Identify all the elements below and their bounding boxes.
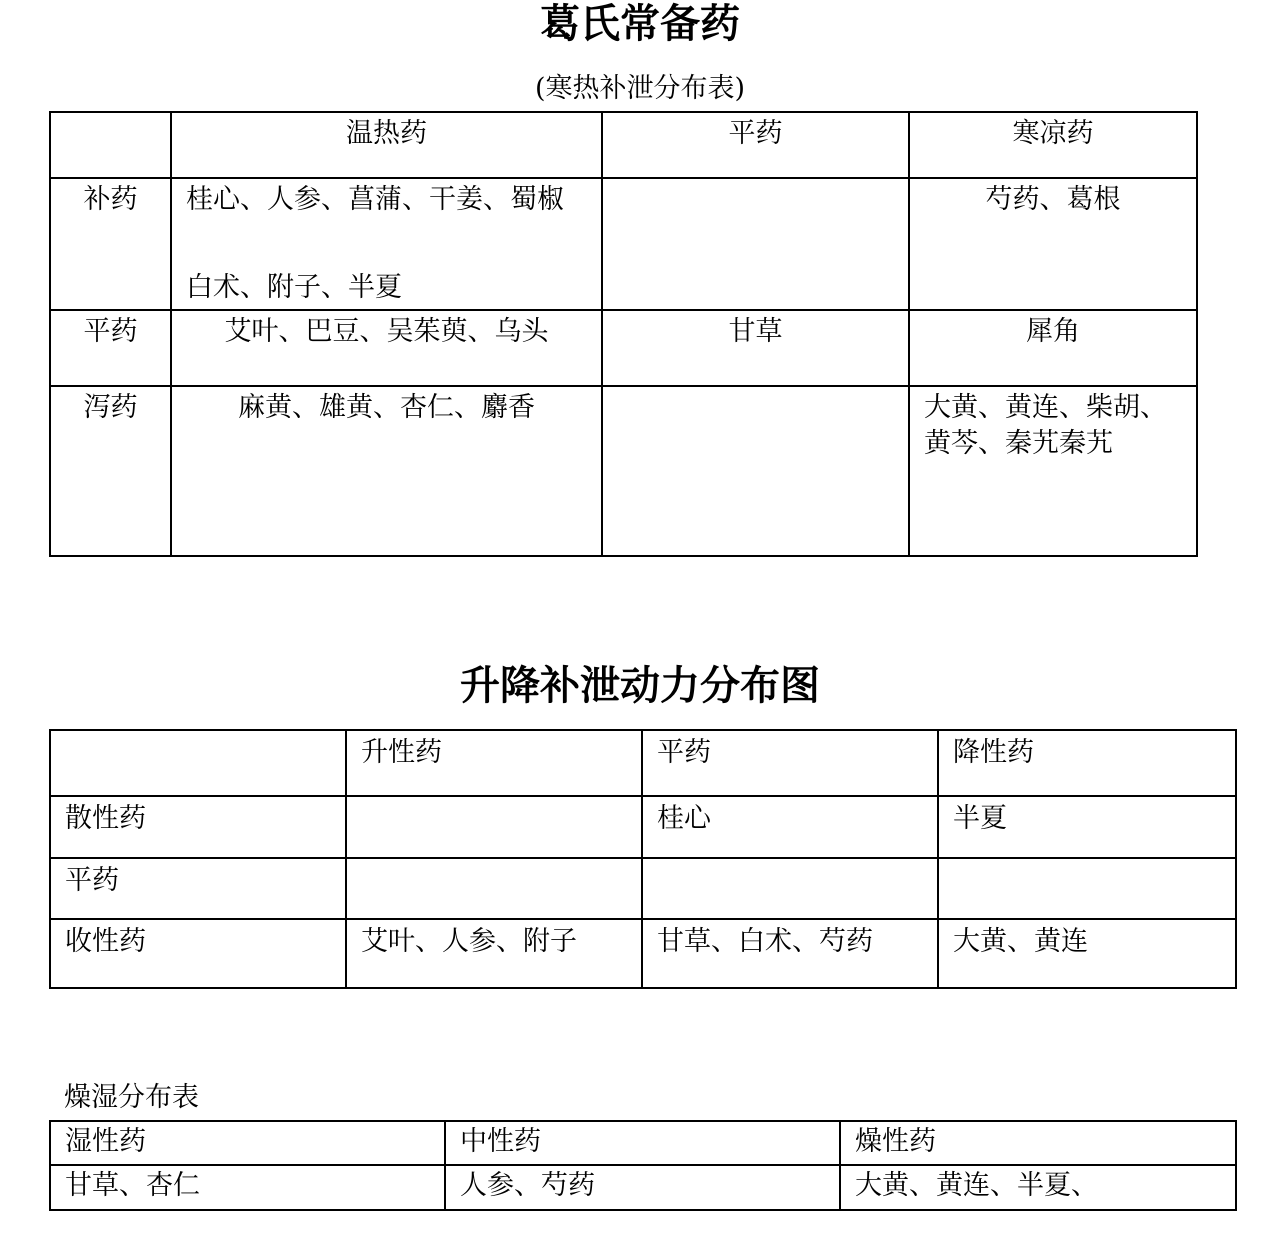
purge-neutral-cell [602, 386, 909, 556]
tonic-warm-line1: 桂心、人参、菖蒲、干姜、蜀椒 [186, 184, 564, 215]
neutral-neutral-cell [642, 858, 938, 919]
table-row [50, 1165, 1236, 1210]
tonic-warm-cell [171, 178, 602, 310]
ascend-descend-table [49, 729, 1237, 989]
header-cell-neutral: 中性药 [445, 1121, 840, 1165]
header-cell-warm: 温热药 [171, 112, 602, 178]
purge-warm-cell: 麻黄、雄黄、杏仁、麝香 [171, 386, 602, 556]
header-cell-dry: 燥性药 [840, 1121, 1236, 1165]
dry-damp-table [49, 1120, 1237, 1211]
damp-cell: 甘草、杏仁 [50, 1165, 445, 1210]
dispersing-rising-cell [346, 796, 642, 858]
row-label-astringent: 收性药 [50, 919, 346, 988]
table-header-row [50, 1121, 1236, 1165]
neutral-cell: 人参、芍药 [445, 1165, 840, 1210]
row-label-neutral: 平药 [50, 858, 346, 919]
dry-cell: 大黄、黄连、半夏、 [840, 1165, 1236, 1210]
astringent-neutral-cell: 甘草、白术、芍药 [642, 919, 938, 988]
table-row [50, 310, 1197, 386]
row-label-purge: 泻药 [50, 386, 171, 556]
section-caption: 燥湿分布表 [64, 1082, 199, 1113]
tonic-warm-line2: 白术、附子、半夏 [186, 272, 402, 303]
table-row [50, 386, 1197, 556]
section-title: 升降补泄动力分布图 [460, 662, 820, 709]
table-row [50, 858, 1236, 919]
table-row [50, 796, 1236, 858]
row-label-neutral: 平药 [50, 310, 171, 386]
neutral-neutral-cell: 甘草 [602, 310, 909, 386]
neutral-warm-cell: 艾叶、巴豆、吴茱萸、乌头 [171, 310, 602, 386]
purge-cold-line1: 大黄、黄连、柴胡、 [924, 392, 1167, 423]
header-cell-empty [50, 112, 171, 178]
table-row [50, 919, 1236, 988]
purge-cold-line2: 黄芩、秦艽秦艽 [924, 428, 1113, 459]
dispersing-falling-cell: 半夏 [938, 796, 1236, 858]
row-label-dispersing: 散性药 [50, 796, 346, 858]
purge-cold-cell [909, 386, 1197, 556]
header-cell-falling: 降性药 [938, 730, 1236, 796]
dispersing-neutral-cell: 桂心 [642, 796, 938, 858]
neutral-falling-cell [938, 858, 1236, 919]
astringent-falling-cell: 大黄、黄连 [938, 919, 1236, 988]
header-cell-neutral: 平药 [602, 112, 909, 178]
header-cell-empty [50, 730, 346, 796]
neutral-cold-cell: 犀角 [909, 310, 1197, 386]
page-title: 葛氏常备药 [540, 0, 740, 47]
table-header-row [50, 112, 1197, 178]
neutral-rising-cell [346, 858, 642, 919]
table-row [50, 178, 1197, 310]
header-cell-neutral: 平药 [642, 730, 938, 796]
astringent-rising-cell: 艾叶、人参、附子 [346, 919, 642, 988]
header-cell-damp: 湿性药 [50, 1121, 445, 1165]
table-header-row [50, 730, 1236, 796]
header-cell-rising: 升性药 [346, 730, 642, 796]
tonic-cold-cell: 芍药、葛根 [909, 178, 1197, 310]
page-subtitle: (寒热补泄分布表) [534, 73, 746, 104]
row-label-tonic: 补药 [50, 178, 171, 310]
line-gap [186, 218, 595, 270]
tonic-neutral-cell [602, 178, 909, 310]
header-cell-cold: 寒凉药 [909, 112, 1197, 178]
cold-hot-table [49, 111, 1198, 557]
